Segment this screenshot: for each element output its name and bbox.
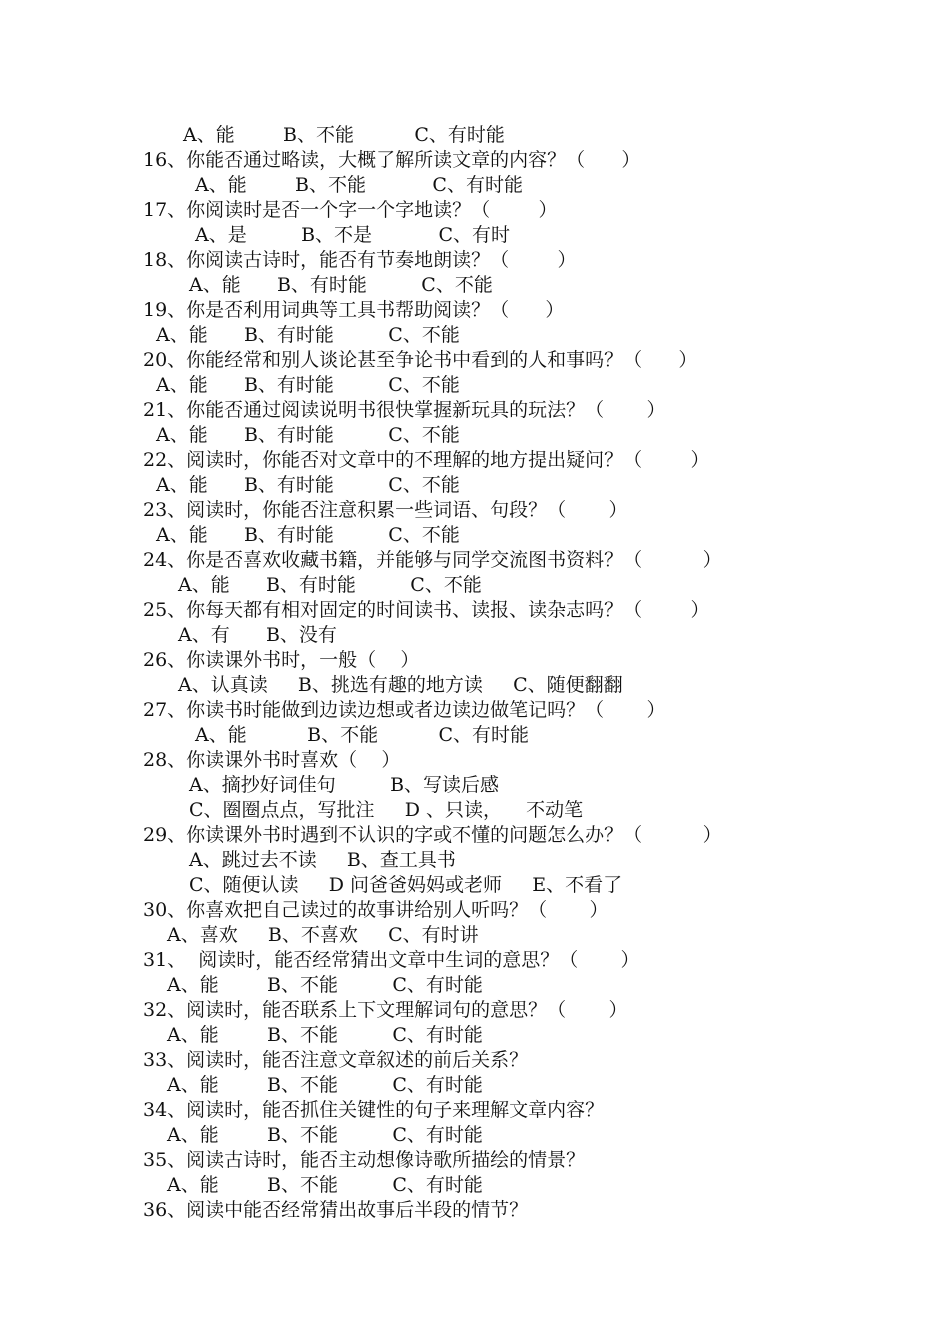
answer-options-23: A、能 B、有时能 C、不能 [156, 524, 460, 546]
question-18: 18、你阅读古诗时，能否有节奏地朗读？（ ） [143, 249, 577, 271]
answer-options-28-ab: A、摘抄好词佳句 B、写读后感 [189, 774, 500, 796]
answer-options-29-cde: C、随便认读 D 问爸爸妈妈或老师 E、不看了 [189, 874, 623, 896]
answer-options-35: A、能 B、不能 C、有时能 [167, 1174, 483, 1196]
answer-options-16: A、能 B、不能 C、有时能 [195, 174, 523, 196]
answer-options-29-ab: A、跳过去不读 B、查工具书 [189, 849, 456, 871]
question-34: 34、阅读时，能否抓住关键性的句子来理解文章内容？ [143, 1099, 605, 1121]
answer-options-27: A、能 B、不能 C、有时能 [195, 724, 530, 746]
answer-options-17: A、是 B、不是 C、有时 [195, 224, 511, 246]
answer-options-18: A、能 B、有时能 C、不能 [189, 274, 493, 296]
answer-options-32: A、能 B、不能 C、有时能 [167, 1024, 483, 1046]
answer-options-24: A、能 B、有时能 C、不能 [178, 574, 482, 596]
question-25: 25、你每天都有相对固定的时间读书、读报、读杂志吗？（ ） [143, 599, 710, 621]
question-35: 35、阅读古诗时，能否主动想像诗歌所描绘的情景？ [143, 1149, 586, 1171]
question-22: 22、阅读时，你能否对文章中的不理解的地方提出疑问？（ ） [143, 449, 710, 471]
question-32: 32、阅读时，能否联系上下文理解词句的意思？（ ） [143, 999, 628, 1021]
question-16: 16、你能否通过略读，大概了解所读文章的内容？（ ） [143, 149, 641, 171]
question-23: 23、阅读时，你能否注意积累一些词语、句段？（ ） [143, 499, 628, 521]
answer-options-15: A、能 B、不能 C、有时能 [183, 124, 505, 146]
answer-options-19: A、能 B、有时能 C、不能 [156, 324, 460, 346]
answer-options-20: A、能 B、有时能 C、不能 [156, 374, 460, 396]
question-30: 30、你喜欢把自己读过的故事讲给别人听吗？（ ） [143, 899, 609, 921]
answer-options-33: A、能 B、不能 C、有时能 [167, 1074, 483, 1096]
question-26: 26、你读课外书时，一般（ ） [143, 649, 420, 671]
answer-options-25: A、有 B、没有 [178, 624, 337, 646]
question-31: 31、 阅读时，能否经常猜出文章中生词的意思？（ ） [143, 949, 640, 971]
question-29: 29、你读课外书时遇到不认识的字或不懂的问题怎么办？（ ） [143, 824, 722, 846]
answer-options-34: A、能 B、不能 C、有时能 [167, 1124, 483, 1146]
answer-options-21: A、能 B、有时能 C、不能 [156, 424, 460, 446]
question-24: 24、你是否喜欢收藏书籍，并能够与同学交流图书资料？（ ） [143, 549, 722, 571]
question-28: 28、你读课外书时喜欢（ ） [143, 749, 401, 771]
question-17: 17、你阅读时是否一个字一个字地读？（ ） [143, 199, 558, 221]
question-27: 27、你读书时能做到边读边想或者边读边做笔记吗？（ ） [143, 699, 666, 721]
answer-options-26: A、认真读 B、挑选有趣的地方读 C、随便翻翻 [178, 674, 623, 696]
answer-options-31: A、能 B、不能 C、有时能 [167, 974, 483, 996]
question-33: 33、阅读时，能否注意文章叙述的前后关系？ [143, 1049, 529, 1071]
answer-options-22: A、能 B、有时能 C、不能 [156, 474, 460, 496]
answer-options-30: A、喜欢 B、不喜欢 C、有时讲 [167, 924, 479, 946]
answer-options-28-cd: C、圈圈点点，写批注 D 、只读， 不动笔 [189, 799, 584, 821]
question-19: 19、你是否利用词典等工具书帮助阅读？（ ） [143, 299, 565, 321]
question-20: 20、你能经常和别人谈论甚至争论书中看到的人和事吗？（ ） [143, 349, 698, 371]
question-21: 21、你能否通过阅读说明书很快掌握新玩具的玩法？（ ） [143, 399, 666, 421]
question-36: 36、阅读中能否经常猜出故事后半段的情节？ [143, 1199, 529, 1221]
